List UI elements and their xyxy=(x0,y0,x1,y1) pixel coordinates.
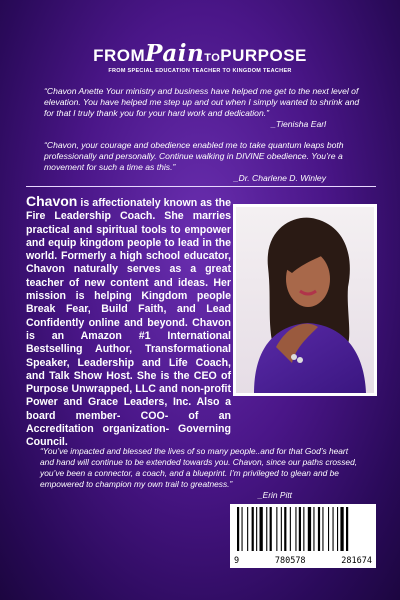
author-photo xyxy=(233,204,377,396)
isbn-group-1: 780578 xyxy=(274,556,306,566)
bio-text: is affectionately known as the Fire Leadership Coach. She marries practical and spiritual tools to empower and equip kingdom people to lead in the world. Formerly a high school educator, Chavon naturally serves as a great teacher of new content and ideas. Her mission is helping Kingdom people Break Fear, Build Faith, and Lead Confidently online and beyond. Chavon is an Amazon #1 International Bestselling Author, Transformational Speaker, Leadership and Life Coach, and Talk Show Host. She is the CEO of Purpose Unwrapped, LLC and non-profit Power and Grace Leaders, Inc. Also a board member- COO- of an Accreditation organization- Governing Council. xyxy=(26,197,231,449)
testimonial-2 xyxy=(44,140,366,184)
author-bio xyxy=(26,195,231,450)
barcode-bars xyxy=(235,507,371,551)
logo-from: FROM xyxy=(93,46,146,65)
isbn-group-2: 281674 xyxy=(341,556,372,566)
testimonial-3 xyxy=(40,446,362,501)
logo-pain: Pain xyxy=(145,40,205,67)
book-logo xyxy=(0,40,400,74)
isbn-barcode xyxy=(230,504,376,568)
testimonial-text: “You’ve impacted and blessed the lives of so many people..and for that God’s heart and hand will continue to be extended towards you. Chavon, since our paths crossed, you’ve been a connector, a coach, and a blueprint. I’m privileged to glean and be empowered to champion my own trail to greatness.” xyxy=(40,446,358,489)
author-name: Chavon xyxy=(26,193,78,209)
testimonial-text: “Chavon, your courage and obedience enabled me to take quantum leaps both professionally and personally. Continue walking in DIVINE obedience. You’re a movement for such a time as this.” xyxy=(44,140,344,172)
isbn-number xyxy=(230,556,376,566)
author-portrait-image xyxy=(236,207,374,393)
logo-title xyxy=(0,40,400,68)
divider xyxy=(26,186,376,187)
testimonial-1 xyxy=(44,86,366,130)
isbn-prefix: 9 xyxy=(234,556,240,566)
logo-purpose: PURPOSE xyxy=(220,46,307,65)
logo-to: TO xyxy=(204,52,221,64)
logo-tagline: FROM SPECIAL EDUCATION TEACHER TO KINGDOM TEACHER xyxy=(108,68,292,74)
testimonial-author: _Erin Pitt xyxy=(258,490,292,500)
testimonial-author: _Dr. Charlene D. Winley xyxy=(233,173,326,183)
testimonial-author: _Tienisha Earl xyxy=(271,119,326,129)
testimonial-text: “Chavon Anette Your ministry and business have helped me get to the next level of elevation. You have helped me step up and out when I simply wanted to shrink and for that I truly thank you for your hard work and dedication.” xyxy=(44,86,360,118)
